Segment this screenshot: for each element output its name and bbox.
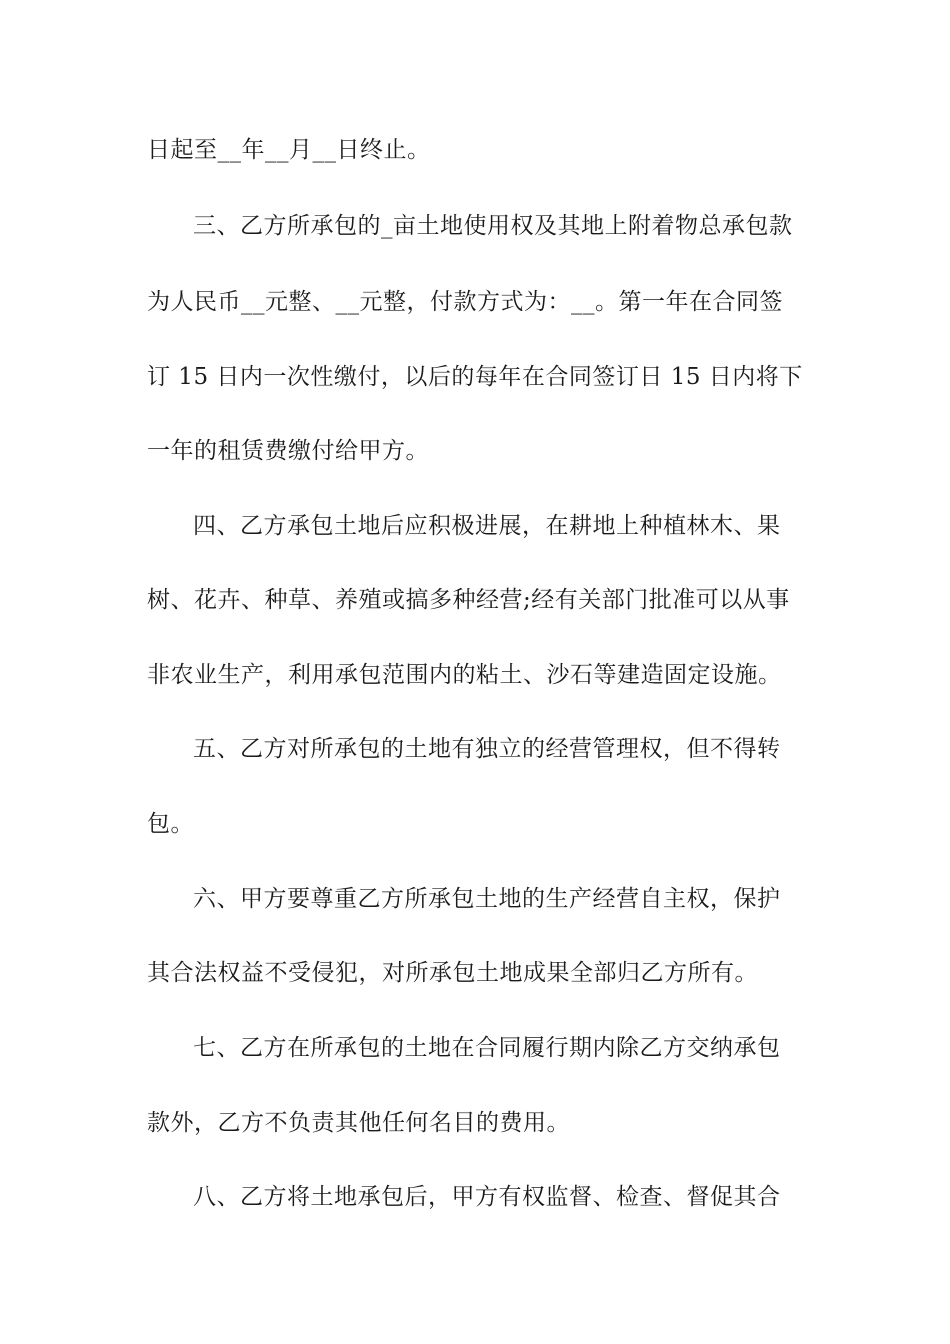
clause-6-line-1: 六、甲方要尊重乙方所承包土地的生产经营自主权，保护 [193,886,781,912]
clause-4-line-3: 非农业生产，利用承包范围内的粘土、沙石等建造固定设施。 [147,662,782,688]
clause-8-line-1: 八、乙方将土地承包后，甲方有权监督、检查、督促其合 [193,1184,781,1210]
clause-7-line-2: 款外，乙方不负责其他任何名目的费用。 [147,1110,570,1136]
clause-6-line-2: 其合法权益不受侵犯，对所承包土地成果全部归乙方所有。 [147,960,758,986]
clause-7-line-1: 七、乙方在所承包的土地在合同履行期内除乙方交纳承包 [193,1035,781,1061]
clause-5-line-1: 五、乙方对所承包的土地有独立的经营管理权，但不得转 [193,736,781,762]
clause-3-line-4: 一年的租赁费缴付给甲方。 [147,438,429,464]
text-line-1: 日起至__年__月__日终止。 [147,137,431,163]
clause-4-line-1: 四、乙方承包土地后应积极进展，在耕地上种植林木、果 [193,513,781,539]
clause-5-line-2: 包。 [147,811,194,837]
clause-4-line-2: 树、花卉、种草、养殖或搞多种经营;经有关部门批准可以从事 [147,587,790,613]
clause-3-line-1: 三、乙方所承包的_亩土地使用权及其地上附着物总承包款 [193,213,793,239]
clause-3-line-2: 为人民币__元整、__元整，付款方式为：__。第一年在合同签 [147,289,783,315]
clause-3-line-3: 订 15 日内一次性缴付，以后的每年在合同签订日 15 日内将下 [147,364,803,390]
